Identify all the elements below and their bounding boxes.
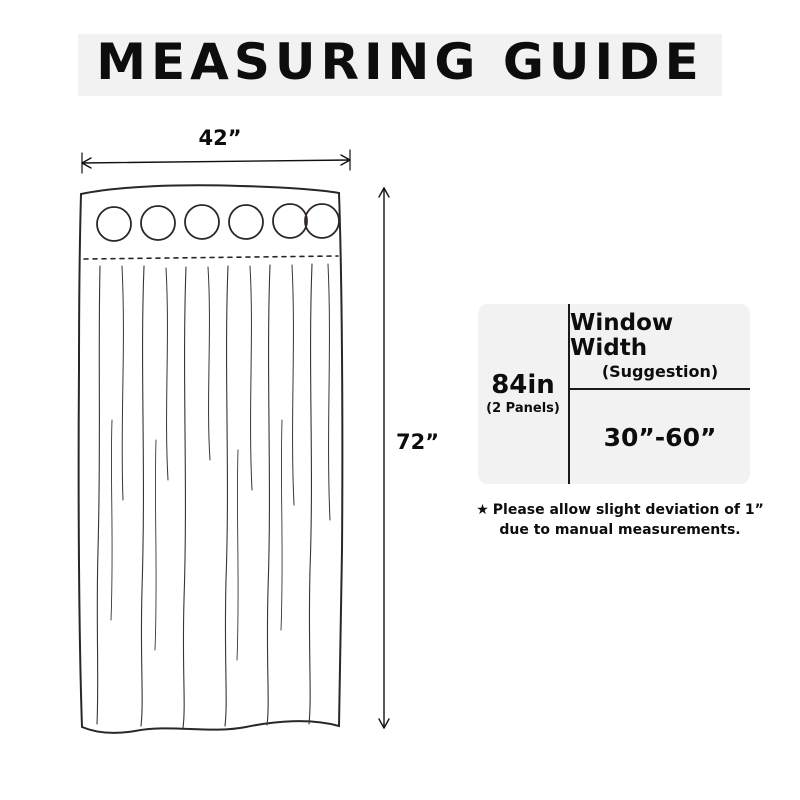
window-width-range-row: [570, 390, 750, 484]
curtain-illustration: [60, 120, 420, 760]
curtain-width-label: 42”: [198, 126, 242, 150]
window-width-subtitle: (Suggestion): [601, 362, 719, 382]
panel-count-value: (2 Panels): [486, 401, 560, 417]
curtain-svg: [60, 120, 420, 760]
window-width-range-value: 30”-60”: [603, 422, 717, 452]
deviation-note-line1: Please allow slight deviation of 1”: [492, 502, 764, 518]
size-suggestion-card: [478, 304, 750, 484]
curtain-height-label: 72”: [396, 430, 440, 454]
page-title: MEASURING GUIDE: [96, 33, 704, 91]
deviation-note-line2: due to manual measurements.: [499, 522, 741, 539]
window-width-header: [570, 304, 750, 390]
star-icon: ★: [476, 502, 489, 518]
window-width-cell: [570, 304, 750, 484]
panel-size-cell: [478, 304, 570, 484]
panel-size-value: 84in: [491, 369, 555, 400]
window-width-title: Window Width: [570, 309, 674, 361]
deviation-note: [470, 500, 770, 541]
